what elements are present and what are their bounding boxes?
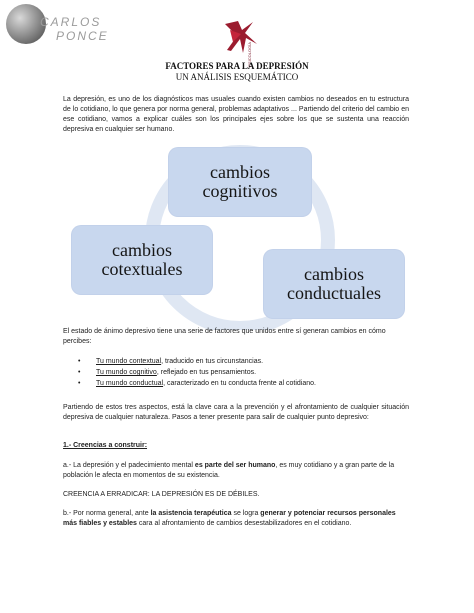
brand-logo-right (223, 20, 265, 67)
factor-text: , caracterizado en tu conducta frente al cotidiano. (163, 380, 316, 387)
brand-name-line1: CARLOS (40, 15, 102, 29)
factor-list (78, 356, 316, 389)
bullet-icon: • (78, 369, 81, 376)
point-b-text-2: se logra (231, 510, 261, 517)
factor-link-contextual[interactable]: Tu mundo contextual (96, 358, 162, 365)
point-a-bold: es parte del ser humano (194, 462, 276, 469)
bullet-icon: • (78, 358, 81, 365)
list-item (78, 367, 316, 378)
node-cognitivos-line2: cognitivos (202, 181, 278, 201)
node-conductuales-line1: cambios (304, 264, 364, 284)
node-cognitivos-line1: cambios (210, 162, 270, 182)
brand-name-line2: PONCE (56, 29, 109, 43)
brand-right-text: PSICOLOGÍA (247, 42, 252, 67)
eradicate-belief: CREENCIA A ERRADICAR: LA DEPRESIÓN ES DE DÉBILES. (63, 491, 260, 498)
node-cotextuales-line2: cotextuales (101, 259, 183, 279)
bullet-icon: • (78, 380, 81, 387)
factor-link-cognitivo[interactable]: Tu mundo cognitivo (96, 369, 157, 376)
cycle-diagram (60, 140, 420, 330)
point-b-text-3: cara al afrontamiento de cambios desestabilizadores en el cotidiano. (136, 519, 352, 527)
factor-text: , traducido en tus circunstancias. (161, 358, 264, 365)
document-title: FACTORES PARA LA DEPRESIÓN (165, 61, 309, 71)
factor-link-conductual[interactable]: Tu mundo conductual (96, 380, 164, 387)
psicologia-logo-icon (223, 20, 265, 56)
document-subtitle: UN ANÁLISIS ESQUEMÁTICO (175, 72, 299, 82)
mood-intro-paragraph: El estado de ánimo depresivo tiene una serie de factores que unidos entre sí generan cambios en cómo percibes: (63, 328, 386, 345)
point-b-text: b.- Por norma general, ante (63, 510, 151, 517)
node-cambios-conductuales (264, 250, 404, 318)
point-b-bold-1: la asistencia terapéutica (150, 510, 232, 517)
node-conductuales-line2: conductuales (287, 283, 381, 303)
factor-text: , reflejado en tus pensamientos. (156, 369, 257, 376)
intro-paragraph: La depresión, es uno de los diagnósticos mas usuales cuando existen cambios no deseados en tu estructura de lo cotidiano, lo que genera por norma general, problemas adaptativos ... Partiendo del criterio del cambio en ese cotidiano, vamos a explicar cuáles son los principales ejes sobre los que se sustenta una reacción depresiva en cualquier ser humano. (63, 96, 409, 133)
point-a-text-end: , es muy cotidiano y a gran parte de la población le afecta en momentos de su existencia. (63, 462, 395, 479)
brand-logo-left (6, 4, 136, 46)
list-item (78, 378, 316, 389)
list-item (78, 356, 316, 367)
node-cambios-cotextuales (72, 226, 212, 294)
node-cotextuales-line1: cambios (112, 240, 172, 260)
point-b-paragraph (63, 509, 409, 529)
point-a-paragraph (63, 461, 409, 481)
section-heading-creencias: 1.- Creencias a construir: (63, 442, 148, 449)
key-paragraph: Partiendo de estos tres aspectos, está la clave cara a la prevención y el afrontamiento de cualquier situación depresiva de cualquier naturaleza. Pasos a tener presente para salir de cualquier punto depresivo: (63, 404, 409, 421)
point-b-bold-2: generar y potenciar recursos personales más fiables y estables (63, 510, 396, 527)
point-a-text: a.- La depresión y el padecimiento mental (63, 462, 195, 469)
node-cambios-cognitivos (169, 148, 311, 216)
